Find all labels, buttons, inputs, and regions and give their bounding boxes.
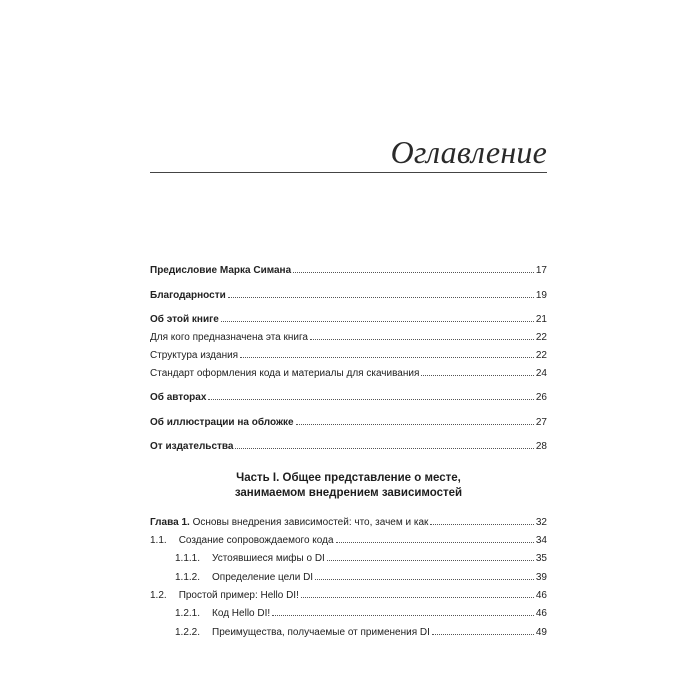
- toc-page-number: 26: [535, 392, 547, 403]
- toc-page-number: 32: [535, 517, 547, 528]
- toc-page-number: 27: [535, 417, 547, 428]
- toc-entry-authors: [150, 391, 547, 405]
- toc-entry-acknowledgements: [150, 289, 547, 303]
- dot-leader: [208, 399, 533, 400]
- title-rule: [150, 172, 547, 173]
- section-number: 1.1.: [150, 535, 167, 546]
- toc-entry-about-book: [150, 313, 547, 327]
- toc-page-number: 39: [535, 572, 547, 583]
- section-number: 1.2.1.: [175, 608, 201, 619]
- dot-leader: [272, 615, 534, 616]
- chapter-prefix: Глава 1.: [150, 517, 190, 528]
- toc-entry-structure: [150, 349, 547, 363]
- dot-leader: [221, 321, 534, 322]
- toc-entry-section-1-2-2: [175, 626, 547, 640]
- part-heading-line2: занимаемом внедрением зависимостей: [234, 487, 463, 499]
- toc-label: Об авторах: [150, 392, 207, 403]
- toc-entry-audience: [150, 331, 547, 345]
- toc-label: Об иллюстрации на обложке: [150, 417, 294, 428]
- toc-label: От издательства: [150, 441, 234, 452]
- toc-page-number: 19: [535, 290, 547, 301]
- toc-entry-foreword: [150, 264, 547, 278]
- toc-page-number: 22: [535, 332, 547, 343]
- toc-page-number: 34: [535, 535, 547, 546]
- toc-page-number: 46: [535, 590, 547, 601]
- toc-label: Благодарности: [150, 290, 226, 301]
- section-number: 1.2.: [150, 590, 167, 601]
- dot-leader: [421, 375, 534, 376]
- toc-entry-chapter-1: [150, 516, 547, 530]
- section-number: 1.1.1.: [175, 553, 201, 564]
- toc-page-number: 24: [535, 368, 547, 379]
- dot-leader: [235, 448, 533, 449]
- toc-label: Устоявшиеся мифы о DI: [212, 553, 325, 564]
- dot-leader: [240, 357, 534, 358]
- toc-page-number: 28: [535, 441, 547, 452]
- section-number: 1.2.2.: [175, 627, 201, 638]
- toc-entry-section-1-2: [150, 589, 547, 603]
- toc-label: Для кого предназначена эта книга: [150, 332, 308, 343]
- dot-leader: [228, 297, 534, 298]
- toc-label: Простой пример: Hello DI!: [178, 590, 299, 601]
- toc-label: Преимущества, получаемые от применения DI: [212, 627, 430, 638]
- toc-label: Создание сопровождаемого кода: [178, 535, 334, 546]
- toc-label: Определение цели DI: [212, 572, 314, 583]
- dot-leader: [315, 579, 534, 580]
- toc-label: [150, 516, 428, 530]
- toc-entry-section-1-1-1: [175, 552, 547, 566]
- dot-leader: [327, 560, 534, 561]
- toc-label: Предисловие Марка Симана: [150, 265, 292, 276]
- part-heading: [150, 471, 547, 501]
- part-heading-line1: Часть I. Общее представление о месте,: [236, 472, 461, 484]
- toc-entry-cover-illustration: [150, 416, 547, 430]
- section-number: 1.1.2.: [175, 572, 201, 583]
- toc-page-number: 17: [535, 265, 547, 276]
- toc-page-number: 35: [535, 553, 547, 564]
- toc-entry-section-1-1-2: [175, 571, 547, 585]
- dot-leader: [432, 634, 534, 635]
- page-title: Оглавление: [390, 134, 547, 170]
- toc-label: Код Hello DI!: [212, 608, 271, 619]
- toc-entry-section-1-2-1: [175, 607, 547, 621]
- dot-leader: [293, 272, 534, 273]
- dot-leader: [296, 424, 534, 425]
- toc-page-number: 49: [535, 627, 547, 638]
- toc-entry-code-conventions: [150, 367, 547, 381]
- toc-entry-publisher: [150, 440, 547, 454]
- toc-page-number: 21: [535, 314, 547, 325]
- toc-page-number: 22: [535, 350, 547, 361]
- dot-leader: [310, 339, 534, 340]
- chapter-title: Основы внедрения зависимостей: что, зачем и как: [192, 517, 429, 528]
- dot-leader: [430, 524, 533, 525]
- toc-label: Структура издания: [150, 350, 239, 361]
- toc-label: Об этой книге: [150, 314, 219, 325]
- toc-entry-section-1-1: [150, 534, 547, 548]
- toc-page-number: 46: [535, 608, 547, 619]
- dot-leader: [301, 597, 534, 598]
- dot-leader: [336, 542, 534, 543]
- toc-label: Стандарт оформления кода и материалы для скачивания: [150, 368, 420, 379]
